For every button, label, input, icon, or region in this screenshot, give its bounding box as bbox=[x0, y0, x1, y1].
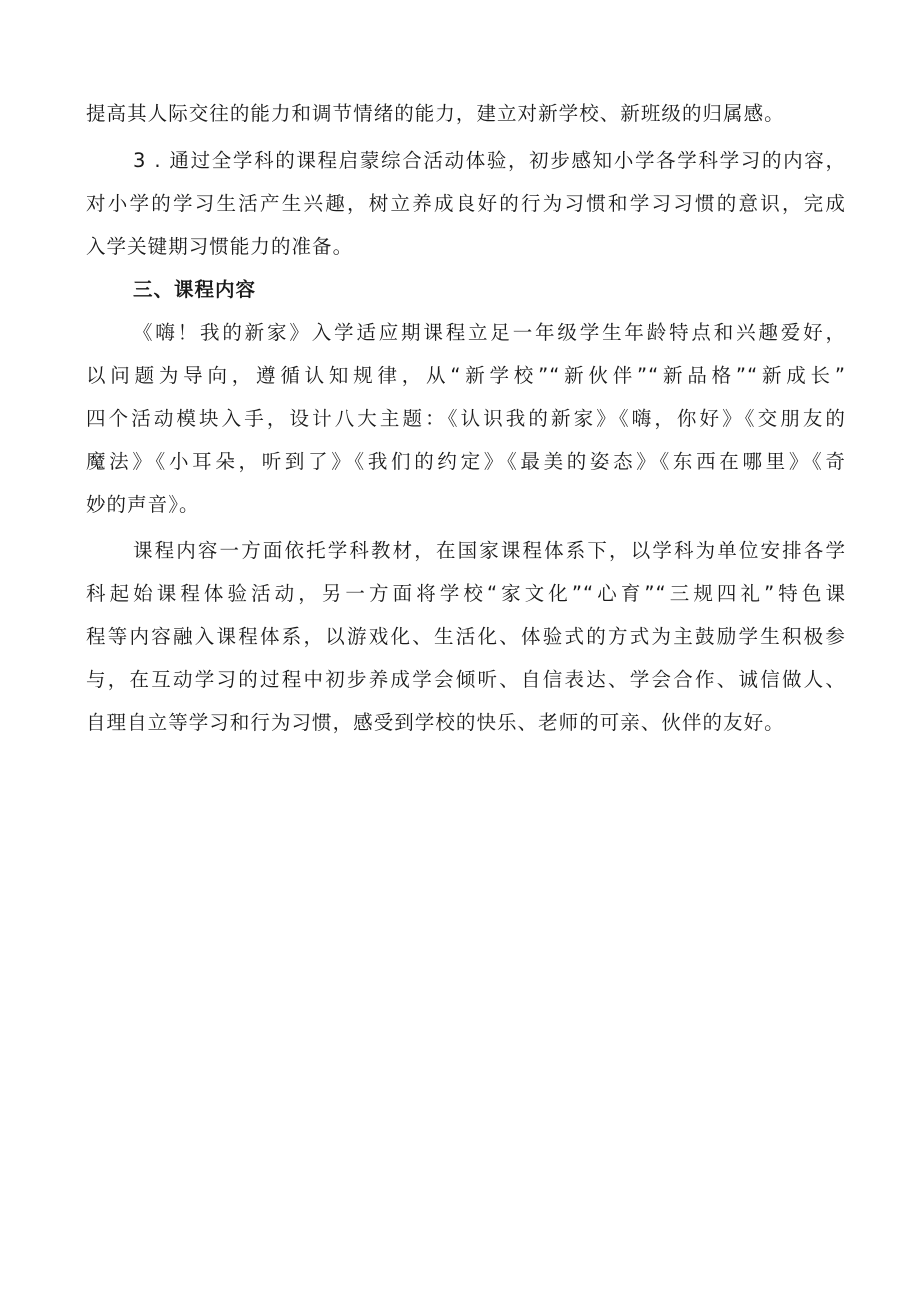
paragraph-line: 程等内容融入课程体系，以游戏化、生活化、体验式的方式为主鼓励学生积极参 bbox=[86, 625, 846, 648]
paragraph-line: 四个活动模块入手，设计八大主题：《认识我的新家》《嗨，你好》《交朋友的 bbox=[86, 407, 846, 430]
paragraph-line: 自理自立等学习和行为习惯，感受到学校的快乐、老师的可亲、伙伴的友好。 bbox=[86, 711, 785, 734]
paragraph-line: 以问题为导向，遵循认知规律，从“新学校”“新伙伴”“新品格”“新成长” bbox=[86, 364, 846, 387]
paragraph-line: 课程内容一方面依托学科教材，在国家课程体系下，以学科为单位安排各学 bbox=[133, 539, 846, 562]
paragraph-line: 魔法》《小耳朵，听到了》《我们的约定》《最美的姿态》《东西在哪里》《奇 bbox=[86, 450, 846, 473]
section-heading: 三、课程内容 bbox=[133, 278, 257, 301]
paragraph-line: 入学关键期习惯能力的准备。 bbox=[86, 235, 354, 258]
paragraph-line: 对小学的学习生活产生兴趣，树立养成良好的行为习惯和学习习惯的意识，完成 bbox=[86, 192, 846, 215]
paragraph-line: 提高其人际交往的能力和调节情绪的能力，建立对新学校、新班级的归属感。 bbox=[86, 102, 785, 125]
paragraph-line: 妙的声音》。 bbox=[86, 493, 200, 516]
paragraph-line: 科起始课程体验活动，另一方面将学校“家文化”“心育”“三规四礼”特色课 bbox=[86, 582, 846, 605]
paragraph-line: 与，在互动学习的过程中初步养成学会倾听、自信表达、学会合作、诚信做人、 bbox=[86, 668, 846, 691]
paragraph-line: 3 . 通过全学科的课程启蒙综合活动体验，初步感知小学各学科学习的内容， bbox=[133, 149, 846, 172]
paragraph-line: 《嗨！我的新家》入学适应期课程立足一年级学生年龄特点和兴趣爱好， bbox=[133, 321, 846, 344]
